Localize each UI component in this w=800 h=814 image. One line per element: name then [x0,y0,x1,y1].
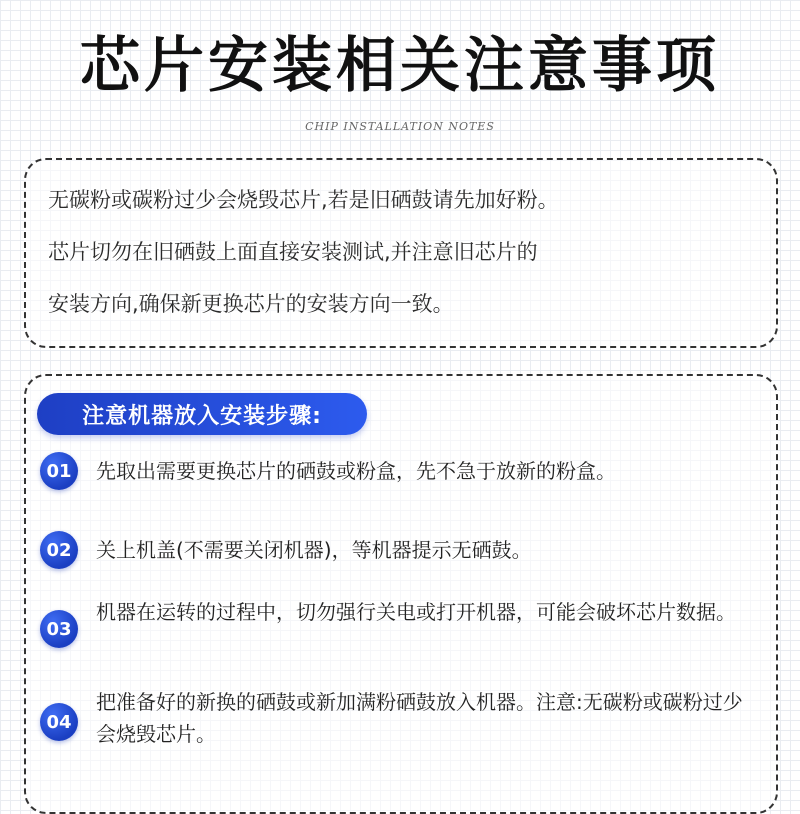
step-text: 关上机盖(不需要关闭机器)，等机器提示无硒鼓。 [96,538,532,562]
note-line-1: 无碳粉或碳粉过少会烧毁芯片,若是旧硒鼓请先加好粉。 [48,188,559,212]
step-text: 把准备好的新换的硒鼓或新加满粉硒鼓放入机器。注意:无碳粉或碳粉过少会烧毁芯片。 [96,690,743,746]
step-number-badge: 01 [40,452,78,490]
page-title: 芯片安装相关注意事项 [80,31,720,101]
step-number-badge: 03 [40,610,78,648]
step-text: 先取出需要更换芯片的硒鼓或粉盒，先不急于放新的粉盒。 [96,459,616,483]
step-text: 机器在运转的过程中，切勿强行关电或打开机器，可能会破坏芯片数据。 [96,600,736,624]
steps-heading: 注意机器放入安装步骤: [37,393,367,435]
page-subtitle: CHIP INSTALLATION NOTES [305,120,495,133]
step-number-badge: 02 [40,531,78,569]
note-line-2: 芯片切勿在旧硒鼓上面直接安装测试,并注意旧芯片的 [48,240,538,264]
step-number-badge: 04 [40,703,78,741]
note-line-3: 安装方向,确保新更换芯片的安装方向一致。 [48,292,454,316]
